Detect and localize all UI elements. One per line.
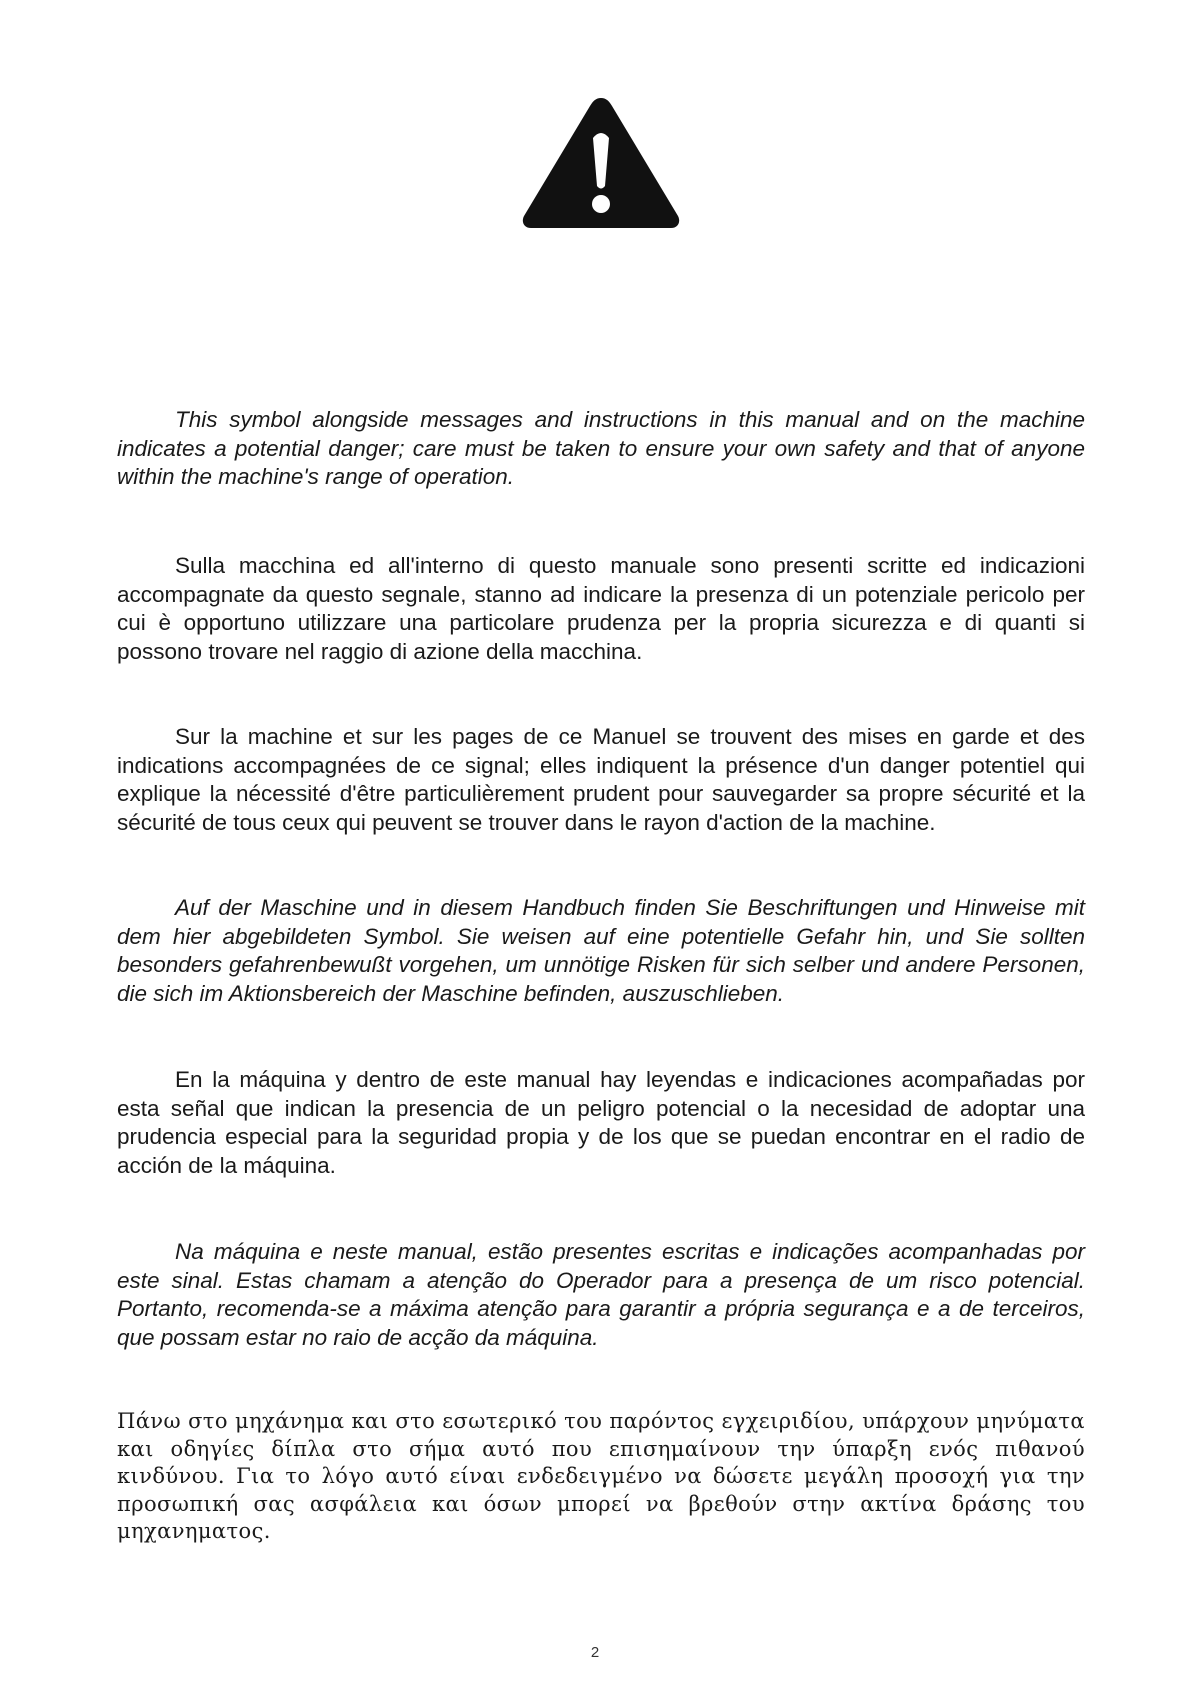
paragraph-french: Sur la machine et sur les pages de ce Manuel se trouvent des mises en garde et des indications accompagnées de ce signal; elles indiquent la présence d'un danger potentiel qui explique la nécessité d'être particulièrement prudent pour sauvegarder sa propre sécurité et la sécurité de tous ceux qui peuvent se trouver dans le rayon d'action de la machine.	[117, 724, 1085, 835]
paragraph-italian: Sulla macchina ed all'interno di questo manuale sono presenti scritte ed indicazioni accompagnate da questo segnale, stanno ad indicare la presenza di un potenziale pericolo per cui è opportuno utilizzare una particolare prudenza per la propria sicurezza e di quanti si possono trovare nel raggio di azione della macchina.	[117, 553, 1085, 664]
paragraph-spanish: En la máquina y dentro de este manual hay leyendas e indicaciones acompañadas por esta señal que indican la presencia de un peligro potencial o la necesidad de adoptar una prudencia especial para la seguridad propia y de los que se puedan encontrar en el radio de acción de la máquina.	[117, 1067, 1085, 1178]
warning-triangle-icon	[520, 94, 682, 232]
paragraph-portuguese: Na máquina e neste manual, estão presentes escritas e indicações acompanhadas por este sinal. Estas chamam a atenção do Operador para a presença de um risco potencial. Portanto, recomenda-se a máxima atenção para garantir a própria segurança e a de terceiros, que possam estar no raio de acção da máquina.	[117, 1239, 1085, 1350]
paragraph-greek: Πάνω στο μηχάνημα και στο εσωτερικό του παρόντος εγχειριδίου, υπάρχουν μηνύματα και οδηγίες δίπλα στο σήμα αυτό που επισημαίνουν την ύπαρξη ενός πιθανού κινδύνου. Για το λόγο αυτό είναι ενδεδειγμένο να δώσετε μεγάλη προσοχή για την προσωπική σας ασφάλεια και όσων μπορεί να βρεθούν στην ακτίνα δράσης του μηχανηματος.	[117, 1409, 1085, 1543]
page-number: 2	[590, 1644, 600, 1661]
exclamation-dot	[592, 195, 610, 213]
paragraph-english: This symbol alongside messages and instructions in this manual and on the machine indicates a potential danger; care must be taken to ensure your own safety and that of anyone within the machine's range of operation.	[117, 407, 1085, 489]
paragraph-german: Auf der Maschine und in diesem Handbuch finden Sie Beschriftungen und Hinweise mit dem hier abgebildeten Symbol. Sie weisen auf eine potentielle Gefahr hin, und Sie sollten besonders gefahrenbewußt vorgehen, um unnötige Risken für sich selber und andere Personen, die sich im Aktionsbereich der Maschine befinden, auszuschlieben.	[117, 895, 1085, 1006]
